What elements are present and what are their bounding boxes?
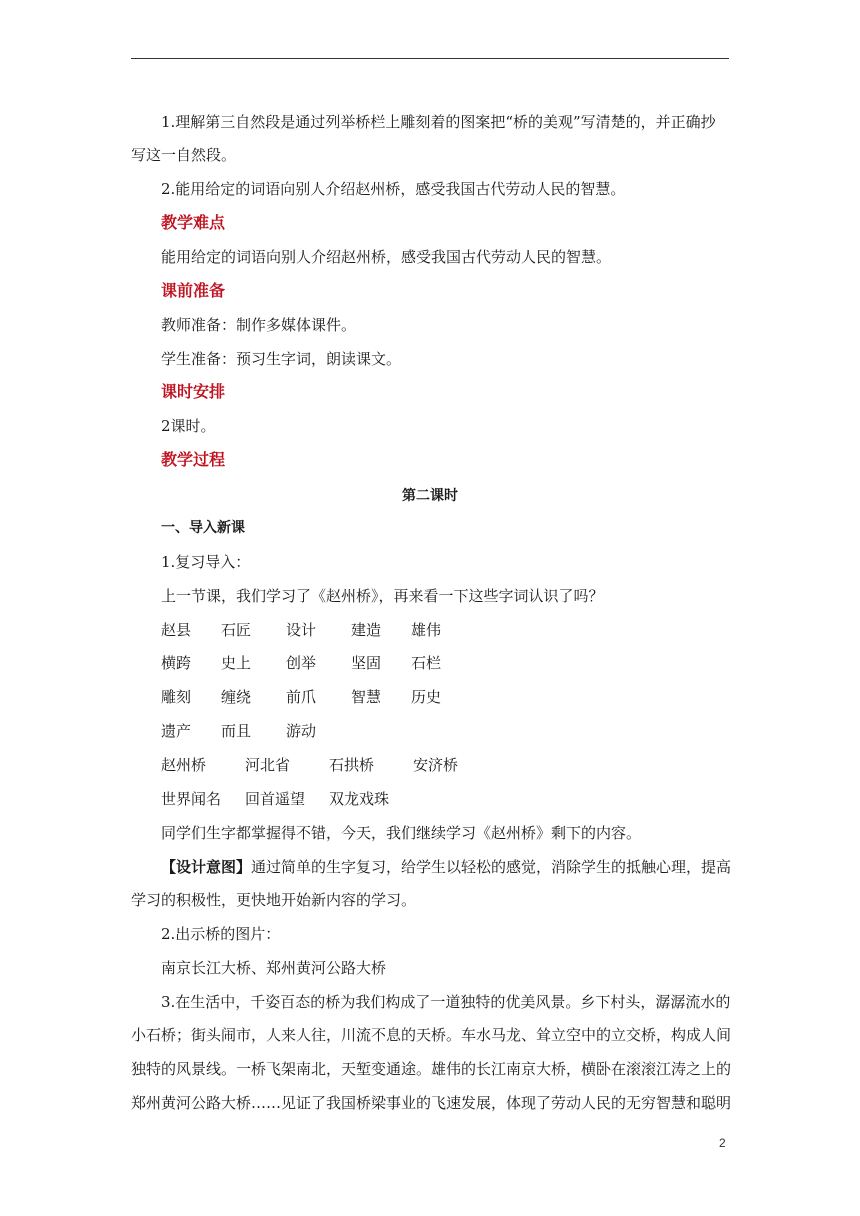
- vocab-word: 而且: [221, 722, 252, 740]
- vocab-word: 回首遥望: [245, 790, 306, 808]
- section-1-heading: 一、导入新课: [161, 520, 245, 536]
- vocab-word: 世界闻名: [161, 790, 222, 808]
- vocab-word: 安济桥: [413, 756, 459, 774]
- vocab-word: 前爪: [286, 688, 317, 706]
- header-rule: [131, 58, 729, 59]
- vocab-word: 缠绕: [221, 688, 252, 706]
- vocab-word: 智慧: [351, 688, 382, 706]
- paragraph-3-line-1: 3.在生活中，千姿百态的桥为我们构成了一道独特的优美风景。乡下村头，潺潺流水的: [161, 993, 731, 1011]
- schedule-heading: 课时安排: [161, 382, 226, 401]
- design-intent-label: 【设计意图】: [161, 858, 252, 876]
- vocab-word: 创举: [286, 654, 317, 672]
- review-label: 1.复习导入：: [161, 553, 251, 571]
- vocab-word: 史上: [221, 654, 252, 672]
- vocab-word: 双龙戏珠: [329, 790, 390, 808]
- difficulty-text: 能用给定的词语向别人介绍赵州桥，感受我国古代劳动人民的智慧。: [161, 248, 612, 266]
- vocab-word: 赵县: [161, 621, 192, 639]
- vocab-row: [161, 620, 441, 640]
- design-intent-line-1: [161, 857, 731, 877]
- vocab-row: [161, 653, 441, 673]
- vocab-word: 建造: [351, 621, 382, 639]
- bridge-names: 南京长江大桥、郑州黄河公路大桥: [161, 959, 387, 977]
- page-number: 2: [719, 1136, 726, 1150]
- paragraph-3-line-3: 独特的风景线。一桥飞架南北，天堑变通途。雄伟的长江南京大桥，横卧在滚滚江涛之上的: [131, 1060, 732, 1078]
- goal-1-line-2: 写这一自然段。: [131, 146, 237, 164]
- vocab-word: 石匠: [221, 621, 252, 639]
- vocab-word: 雄伟: [411, 621, 442, 639]
- goal-1-line-1: 1.理解第三自然段是通过列举桥栏上雕刻着的图案把“桥的美观”写清楚的，并正确抄: [161, 113, 716, 131]
- vocab-word: 赵州桥: [161, 756, 207, 774]
- vocab-word: 石栏: [411, 654, 442, 672]
- lesson-title: 第二课时: [402, 488, 458, 504]
- goal-2: 2.能用给定的词语向别人介绍赵州桥，感受我国古代劳动人民的智慧。: [161, 180, 626, 198]
- design-intent-line-2: 学习的积极性，更快地开始新内容的学习。: [131, 891, 417, 909]
- prep-student: 学生准备：预习生字词，朗读课文。: [161, 350, 402, 368]
- vocab-word: 遗产: [161, 722, 192, 740]
- vocab-word: 设计: [286, 621, 317, 639]
- difficulty-heading: 教学难点: [161, 213, 226, 232]
- process-heading: 教学过程: [161, 450, 226, 469]
- design-intent-text: 通过简单的生字复习，给学生以轻松的感觉，消除学生的抵触心理，提高: [251, 858, 732, 876]
- vocab-row: [161, 721, 316, 741]
- show-pictures-label: 2.出示桥的图片：: [161, 925, 281, 943]
- vocab-row: [161, 687, 441, 707]
- vocab-word: 石拱桥: [329, 756, 375, 774]
- schedule-text: 2课时。: [161, 417, 216, 435]
- prep-heading: 课前准备: [161, 281, 226, 300]
- vocab-word: 游动: [286, 722, 317, 740]
- paragraph-3-line-2: 小石桥；街头闹市，人来人往，川流不息的天桥。车水马龙、耸立空中的立交桥，构成人间: [131, 1026, 732, 1044]
- paragraph-3-line-4: 郑州黄河公路大桥……见证了我国桥梁事业的飞速发展，体现了劳动人民的无穷智慧和聪明: [131, 1094, 732, 1112]
- vocab-row: [161, 755, 458, 775]
- praise-text: 同学们生字都掌握得不错，今天，我们继续学习《赵州桥》剩下的内容。: [161, 824, 642, 842]
- vocab-word: 河北省: [245, 756, 291, 774]
- vocab-row: [161, 789, 389, 809]
- vocab-word: 雕刻: [161, 688, 192, 706]
- review-intro: 上一节课，我们学习了《赵州桥》，再来看一下这些字词认识了吗？: [161, 587, 604, 605]
- prep-teacher: 教师准备：制作多媒体课件。: [161, 316, 357, 334]
- vocab-word: 历史: [411, 688, 442, 706]
- vocab-word: 坚固: [351, 654, 382, 672]
- vocab-word: 横跨: [161, 654, 192, 672]
